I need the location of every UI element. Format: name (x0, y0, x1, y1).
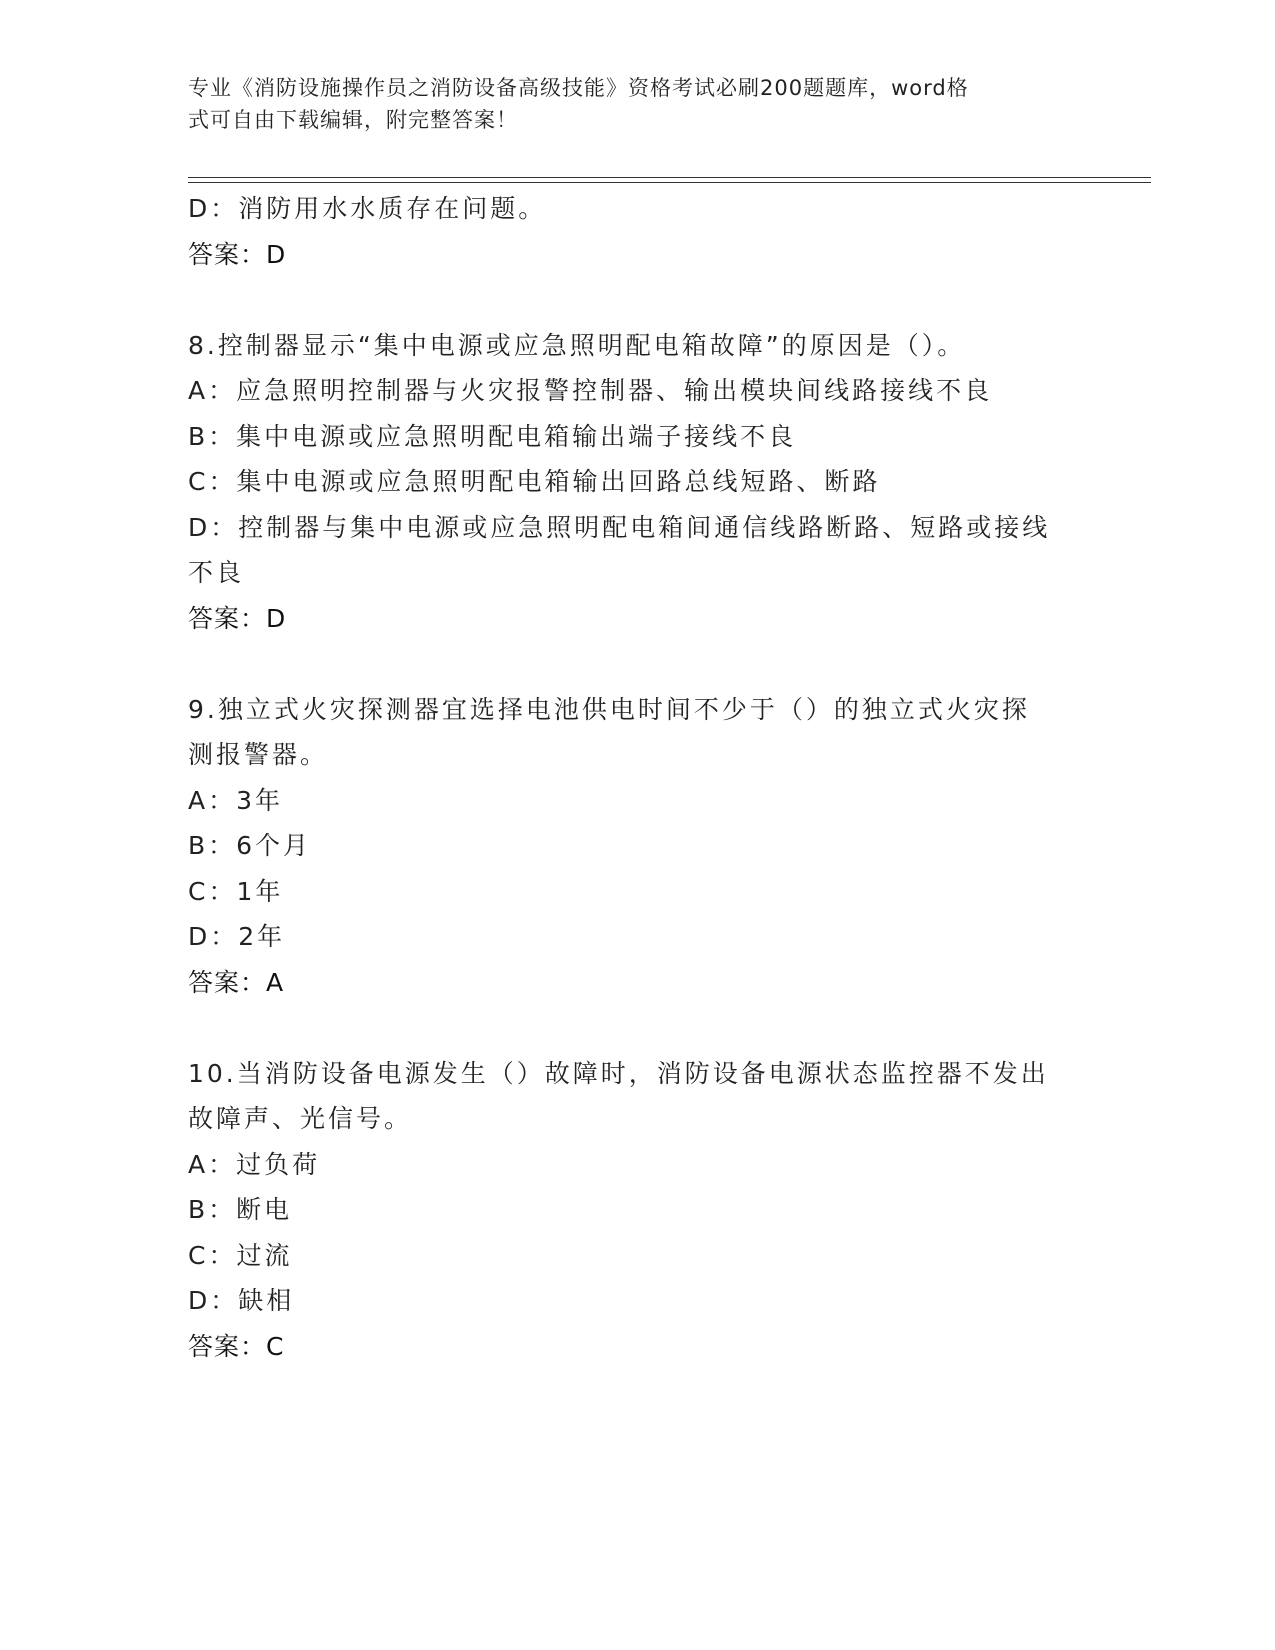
option-b: B：断电 (188, 1195, 293, 1224)
question-9 (188, 687, 1088, 1006)
answer-line: 答案：D (188, 239, 287, 269)
previous-question-tail (188, 186, 1088, 277)
option-b: B：6个月 (188, 831, 312, 860)
spacer (188, 641, 1088, 687)
question-stem: 8.控制器显示“集中电源或应急照明配电箱故障”的原因是（）。 (188, 330, 966, 360)
answer-line: 答案：D (188, 603, 287, 633)
option-a: A：过负荷 (188, 1149, 321, 1179)
option-d-continued: 不良 (188, 558, 245, 587)
header-line-2: 式可自由下载编辑，附完整答案！ (188, 108, 518, 132)
option-a: A：3年 (188, 785, 284, 815)
option-c: C：1年 (188, 876, 284, 906)
question-stem-continued: 测报警器。 (188, 740, 329, 769)
question-content (188, 186, 1088, 1369)
answer-line: 答案：A (188, 967, 285, 997)
header-line-1: 专业《消防设施操作员之消防设备高级技能》资格考试必刷200题题库，word格 (188, 76, 969, 100)
option-b: B：集中电源或应急照明配电箱输出端子接线不良 (188, 421, 797, 451)
option-d: D：缺相 (188, 1286, 295, 1315)
option-d: D：2年 (188, 922, 286, 951)
question-8 (188, 323, 1088, 642)
answer-line: 答案：C (188, 1331, 285, 1361)
document-header (188, 72, 1068, 136)
spacer (188, 277, 1088, 323)
option-c: C：过流 (188, 1240, 293, 1270)
header-divider-top (188, 177, 1151, 178)
option-a: A：应急照明控制器与火灾报警控制器、输出模块间线路接线不良 (188, 376, 993, 405)
option-c: C：集中电源或应急照明配电箱输出回路总线短路、断路 (188, 467, 881, 496)
question-stem: 9.独立式火灾探测器宜选择电池供电时间不少于（）的独立式火灾探 (188, 694, 1030, 724)
header-divider-bottom (188, 182, 1151, 183)
question-stem-continued: 故障声、光信号。 (188, 1104, 413, 1133)
option-d: D：消防用水水质存在问题。 (188, 194, 547, 223)
option-d: D：控制器与集中电源或应急照明配电箱间通信线路断路、短路或接线 (188, 512, 1051, 542)
question-stem: 10.当消防设备电源发生（）故障时，消防设备电源状态监控器不发出 (188, 1058, 1049, 1088)
question-10 (188, 1051, 1088, 1370)
spacer (188, 1005, 1088, 1051)
